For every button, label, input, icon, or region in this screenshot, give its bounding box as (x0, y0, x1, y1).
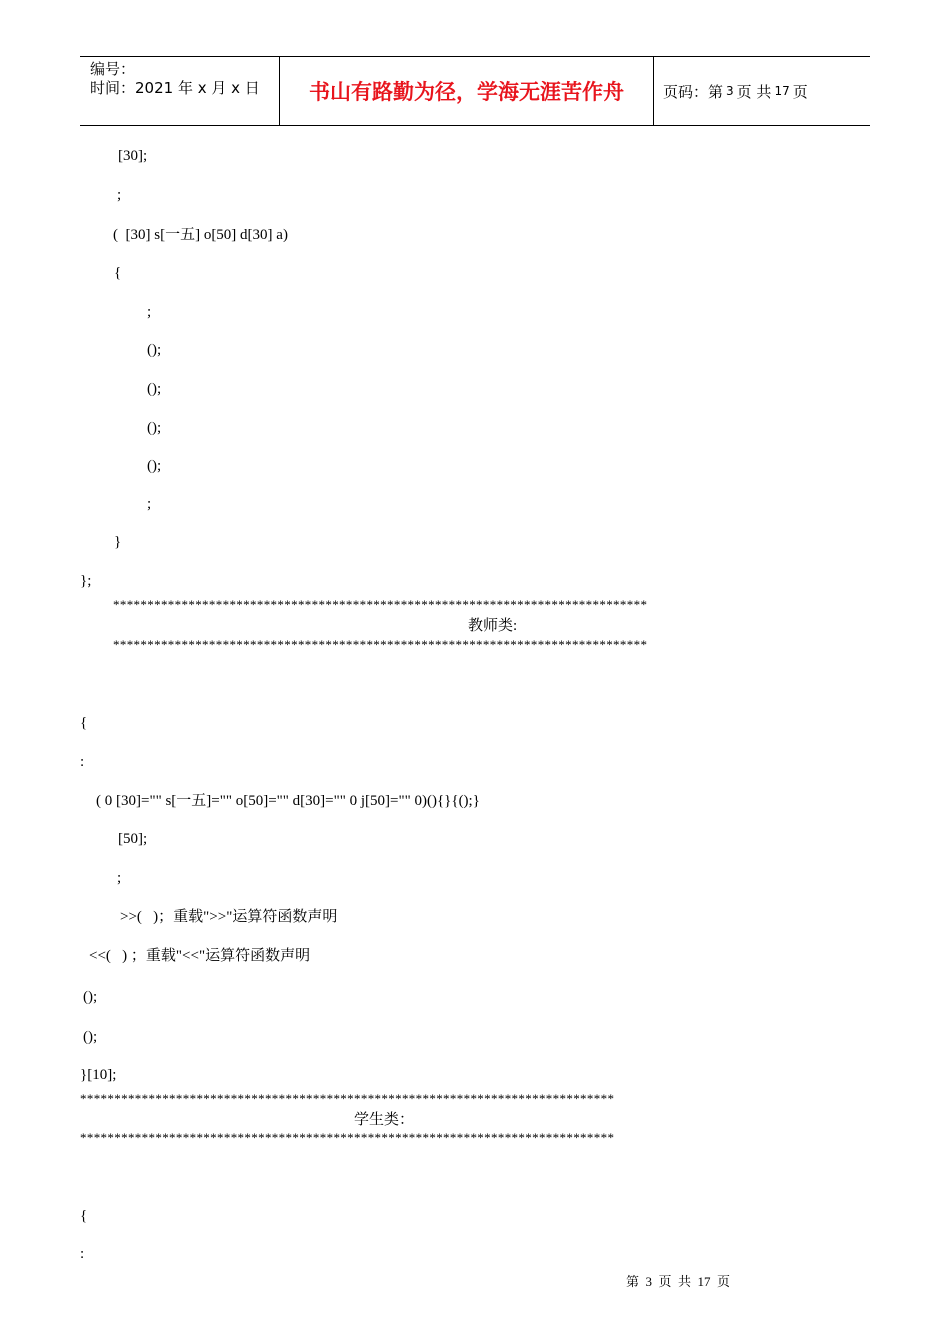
code-line: ; (117, 870, 122, 886)
code-line: ( 0 [30]="" s[一五]="" o[50]="" d[30]="" 0 j[50]="" 0)(){}{();} (96, 793, 480, 809)
code-line: ; (117, 187, 122, 203)
code-line: } (114, 534, 122, 550)
section-title: 学生类： (354, 1112, 415, 1128)
code-line: ( [30] s[一五] o[50] d[30] a) (113, 227, 288, 243)
code-line: }; (80, 573, 92, 589)
page-mid: 页 共 (736, 82, 772, 101)
code-line: }[10]; (80, 1067, 117, 1083)
page-number: 3 (726, 84, 734, 98)
page-prefix: 页码：第 (663, 82, 724, 101)
header-page-info (654, 57, 870, 125)
code-line: [30]; (118, 148, 148, 164)
code-line: { (80, 1208, 88, 1224)
page-suffix: 页 (792, 82, 808, 101)
code-line: { (114, 265, 122, 281)
code-line: : (80, 754, 85, 770)
code-line: (); (147, 420, 162, 436)
header-meta (80, 57, 280, 125)
star-divider: ****************************************************************************** (80, 1091, 615, 1106)
star-divider: ****************************************************************************** (113, 597, 648, 612)
code-line: (); (147, 342, 162, 358)
page-footer: 第 3 页 共 17 页 (626, 1274, 731, 1289)
document-number-label: 编号： (90, 60, 136, 78)
code-line: (); (83, 989, 98, 1005)
page-total: 17 (774, 84, 790, 98)
code-line: (); (83, 1029, 98, 1045)
star-divider: ****************************************************************************** (80, 1130, 615, 1145)
code-line: >>( )；重载">>"运算符函数声明 (120, 909, 338, 925)
code-line: [50]; (118, 831, 148, 847)
code-line: ; (147, 304, 152, 320)
code-line: (); (147, 458, 162, 474)
section-title: 教师类: (468, 618, 518, 634)
code-line: ; (147, 496, 152, 512)
code-line: <<( ) ；重载"<<"运算符函数声明 (89, 948, 311, 964)
document-time-label: 时间：2021 年 x 月 x 日 (90, 79, 260, 97)
star-divider: ****************************************************************************** (113, 637, 648, 652)
code-line: { (80, 715, 88, 731)
code-line: : (80, 1246, 85, 1262)
page-header (80, 56, 870, 126)
code-line: (); (147, 381, 162, 397)
header-motto: 书山有路勤为径，学海无涯苦作舟 (280, 57, 654, 125)
